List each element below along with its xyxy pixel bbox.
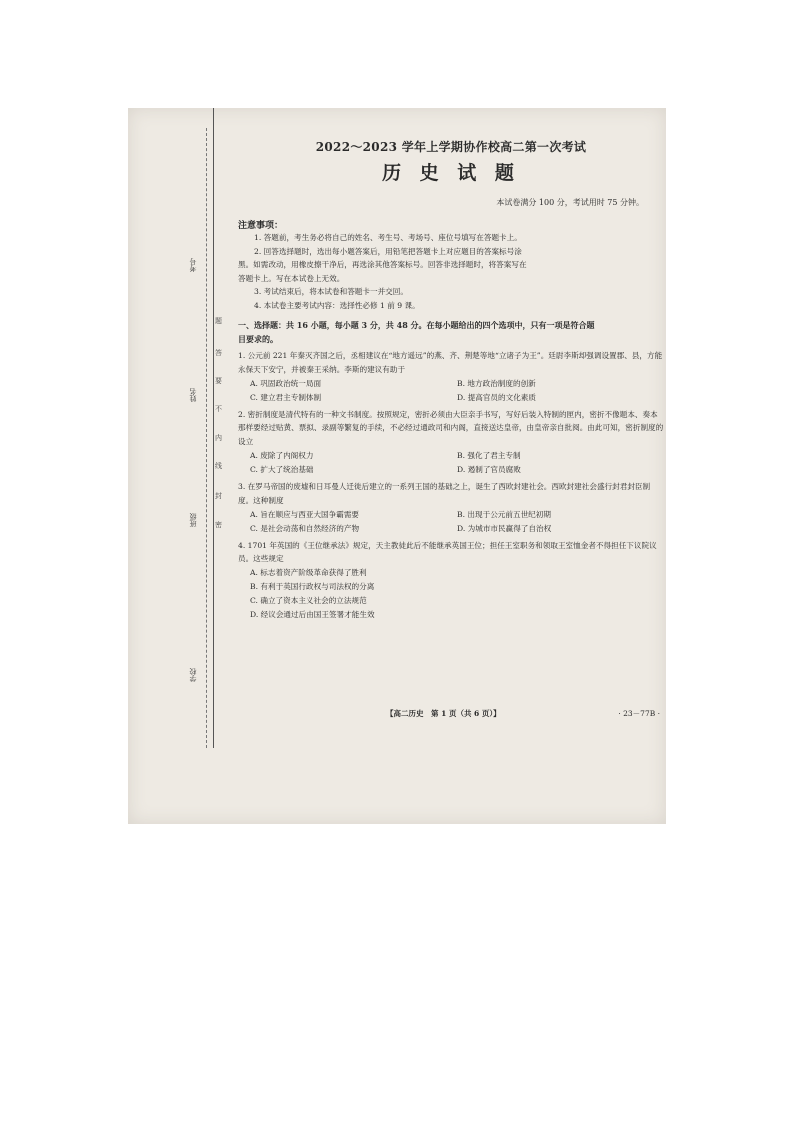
- options: [238, 377, 664, 405]
- seal-char: 不: [215, 405, 222, 413]
- option-a: A. 旨在顺应与西亚大国争霸需要: [250, 509, 360, 519]
- notice-item: 1. 答题前，考生务必将自己的姓名、考生号、考场号、座位号填写在答题卡上。: [254, 233, 522, 242]
- option-d: D. 遏制了官员腐败: [457, 464, 521, 474]
- notice-item: 3. 考试结束后，将本试卷和答题卡一并交回。: [254, 287, 408, 296]
- option-c: C. 建立君主专制体制: [250, 392, 322, 402]
- seal-char: 内: [215, 434, 222, 442]
- exam-header: 2022～2023 学年上学期协作校高二第一次考试: [315, 140, 587, 154]
- option-a: A. 标志着资产阶级革命获得了胜利: [250, 568, 367, 578]
- label-class: 班级: [189, 513, 197, 527]
- option-a: A. 巩固政治统一局面: [250, 378, 322, 388]
- seal-char: 密: [215, 521, 222, 529]
- question-stem: 4. 1701 年英国的《王位继承法》规定，天主教徒此后不能继承英国王位；担任王室职务和领取王室恤金者不得担任下议院议员。这些规定: [238, 540, 657, 564]
- seal-dashed-line: [206, 128, 207, 748]
- option-d: D. 为城市市民赢得了自治权: [457, 523, 552, 533]
- question-2: [238, 408, 664, 477]
- notice-item: 2. 回答选择题时，选出每小题答案后，用铅笔把答题卡上对应题目的答案标号涂: [254, 246, 522, 256]
- section-heading-line: 目要求的。: [238, 334, 278, 344]
- notice-title: 注意事项：: [238, 221, 284, 231]
- options: [238, 449, 664, 477]
- seal-char: 题: [215, 317, 222, 325]
- notice-list: [238, 231, 664, 312]
- scanned-exam-page: [128, 108, 666, 824]
- label-exam-number: 考号: [189, 258, 197, 272]
- section-heading-line: 一、选择题：共 16 小题，每小题 3 分，共 48 分。在每小题给出的四个选项中，只有一项是符合题: [238, 320, 595, 330]
- option-c: C. 扩大了统治基础: [250, 464, 314, 474]
- question-stem: 2. 密折制度是清代特有的一种文书制度。按照规定，密折必须由大臣亲手书写，写好后装入特制的匣内，密折不像题本、奏本那样要经过贴黄、票拟、录副等繁复的手续，不必经过通政司和内阁，直接送达皇帝，由皇帝亲自批阅。由此可知，密折制度的设立: [238, 409, 664, 447]
- footer-page-info: 【高二历史 第 1 页（共 6 页）】: [386, 709, 501, 718]
- option-d: D. 经议会通过后由国王签署才能生效: [250, 610, 375, 620]
- label-school: 学校: [189, 668, 197, 682]
- option-c: C. 确立了资本主义社会的立法规范: [250, 596, 367, 606]
- seal-char: 线: [215, 462, 222, 470]
- seal-char: 答: [215, 349, 222, 357]
- exam-content: [238, 138, 664, 622]
- option-b: B. 地方政治制度的创新: [457, 378, 536, 388]
- question-4: [238, 539, 664, 623]
- options: [238, 566, 664, 622]
- options: [238, 508, 664, 536]
- option-b: B. 有利于英国行政权与司法权的分离: [250, 582, 375, 592]
- question-1: [238, 349, 664, 405]
- question-3: [238, 480, 664, 536]
- label-name: 姓名: [189, 388, 197, 402]
- section-heading: [238, 318, 664, 346]
- option-a: A. 废除了内阁权力: [250, 450, 314, 460]
- option-d: D. 提高官员的文化素质: [457, 392, 536, 402]
- option-c: C. 是社会动荡和自然经济的产物: [250, 523, 360, 533]
- option-b: B. 出现于公元前五世纪初期: [457, 509, 551, 519]
- option-b: B. 强化了君主专制: [457, 450, 521, 460]
- score-info: 本试卷满分 100 分，考试用时 75 分钟。: [496, 198, 644, 207]
- footer-code: · 23－77B ·: [618, 709, 660, 718]
- seal-char: 封: [215, 492, 222, 500]
- notice-item: 黑。如需改动，用橡皮擦干净后，再选涂其他答案标号。回答非选择题时，将答案写在: [238, 260, 527, 269]
- question-stem: 1. 公元前 221 年秦灭齐国之后，丞相建议在“地方遥远”的燕、齐、荆楚等地“立诸子为王”。廷尉李斯却强调设置郡、县，方能永保天下安宁，并被秦王采纳。李斯的建议有助于: [238, 351, 663, 374]
- binding-margin: [128, 108, 222, 748]
- question-stem: 3. 在罗马帝国的废墟和日耳曼人迁徙后建立的一系列王国的基础之上，诞生了西欧封建社会。西欧封建社会盛行封君封臣制度。这种制度: [238, 481, 651, 505]
- seal-char: 要: [215, 377, 222, 385]
- notice-item: 答题卡上。写在本试卷上无效。: [238, 273, 345, 283]
- notice-item: 4. 本试卷主要考试内容：选择性必修 1 前 9 课。: [254, 300, 420, 310]
- exam-title: 历 史 试 题: [382, 162, 520, 184]
